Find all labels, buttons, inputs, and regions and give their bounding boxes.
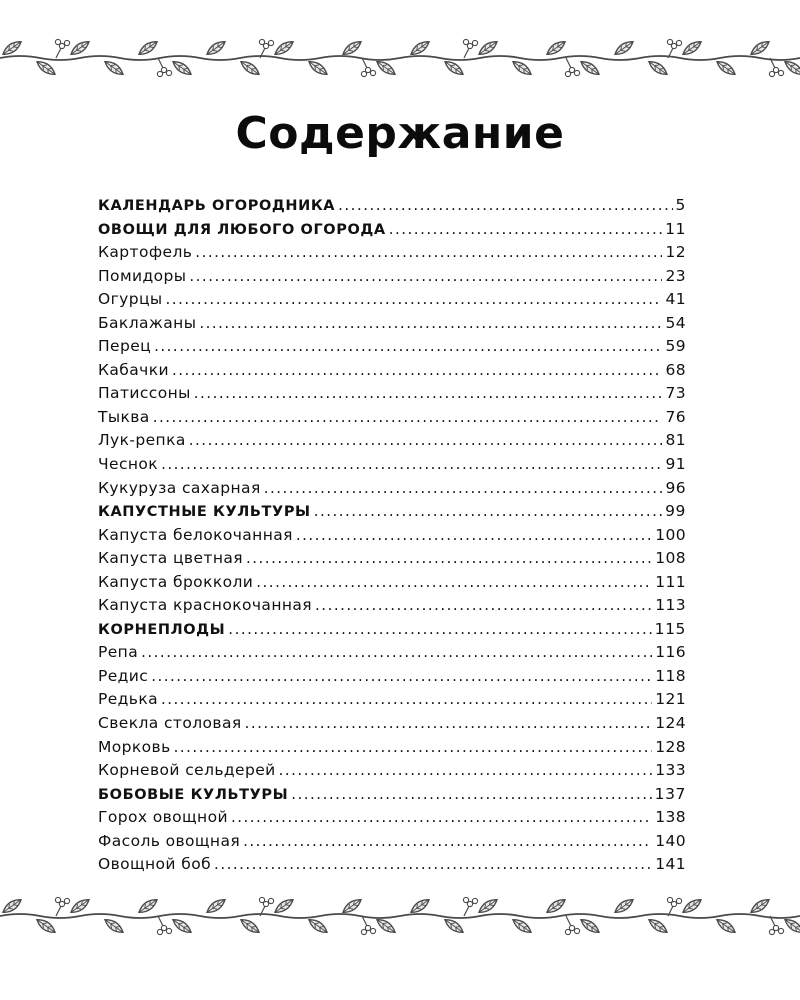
vine-leaf <box>35 58 58 77</box>
vine-leaf <box>511 58 534 77</box>
toc-section-row <box>98 620 686 644</box>
vine-leaf <box>681 38 704 57</box>
vine-berry <box>565 71 570 76</box>
toc-entry-title: Патиссоны <box>98 384 191 403</box>
dot-leader <box>245 714 653 732</box>
toc-entry-row <box>98 455 686 479</box>
dot-leader <box>174 738 653 756</box>
vine-leaf <box>1 896 24 915</box>
vine-berry <box>370 70 375 75</box>
toc-entry-title: Баклажаны <box>98 313 197 332</box>
vine-berry <box>259 39 264 44</box>
toc-section-title: КОРНЕПЛОДЫ <box>98 621 226 638</box>
vine-berry <box>64 898 69 903</box>
vine-berry <box>472 40 477 45</box>
toc-entry-row <box>98 667 686 691</box>
vine-berry <box>157 929 162 934</box>
toc-page-number: 133 <box>655 761 686 780</box>
vine-leaf <box>171 916 194 935</box>
vine-leaf <box>511 916 534 935</box>
vine-berry <box>157 71 162 76</box>
vine-berry <box>574 928 579 933</box>
toc-entry-row <box>98 549 686 573</box>
vine-leaf <box>681 896 704 915</box>
vine-leaf <box>477 38 500 57</box>
vine-leaf <box>307 58 330 77</box>
toc-page-number: 81 <box>665 431 686 450</box>
vine-leaf <box>579 58 602 77</box>
toc-page-number: 121 <box>655 690 686 709</box>
vine-leaf <box>749 38 772 57</box>
toc-entry-title: Капуста брокколи <box>98 572 254 591</box>
toc-entry-row <box>98 596 686 620</box>
toc-page-number: 73 <box>665 384 686 403</box>
vine-berry <box>472 898 477 903</box>
toc-entry-row <box>98 431 686 455</box>
toc-entry-title: Лук-репка <box>98 431 186 450</box>
toc-section-title: БОБОВЫЕ КУЛЬТУРЫ <box>98 786 289 803</box>
toc-entry-row <box>98 361 686 385</box>
toc-page-number: 138 <box>655 808 686 827</box>
toc-entry-title: Свекла столовая <box>98 714 242 733</box>
dot-leader <box>195 243 662 261</box>
vine-leaf <box>545 896 568 915</box>
toc-page-number: 5 <box>675 196 686 214</box>
toc-entry-row <box>98 643 686 667</box>
vine-leaf <box>69 896 92 915</box>
vine-leaf <box>69 38 92 57</box>
vine-berry <box>259 897 264 902</box>
toc-section-row <box>98 220 686 244</box>
vine-leaf <box>783 916 800 935</box>
toc-entry-row <box>98 290 686 314</box>
vine-leaf <box>341 38 364 57</box>
toc-section-row <box>98 785 686 809</box>
toc-page-number: 111 <box>655 572 686 591</box>
toc-entry-title: Овощной боб <box>98 855 212 874</box>
vine-berry <box>268 40 273 45</box>
vine-leaf <box>103 58 126 77</box>
vine-leaf <box>35 916 58 935</box>
dot-leader <box>172 361 663 379</box>
toc-page-number: 91 <box>665 455 686 474</box>
vine-berry <box>574 70 579 75</box>
vine-leaf <box>647 916 670 935</box>
toc-page-number: 137 <box>654 784 686 803</box>
dot-leader <box>228 620 651 638</box>
toc-entry-row <box>98 761 686 785</box>
vine-leaf <box>273 38 296 57</box>
vine-stem <box>0 56 800 60</box>
vine-leaf <box>545 38 568 57</box>
vine-berry <box>676 40 681 45</box>
vine-leaf <box>477 896 500 915</box>
dot-leader <box>314 502 662 520</box>
vine-berry <box>778 928 783 933</box>
toc-page-number: 118 <box>655 666 686 685</box>
dot-leader <box>161 690 652 708</box>
dot-leader <box>315 596 652 614</box>
toc-entry-title: Редька <box>98 690 158 709</box>
vine-leaf <box>409 38 432 57</box>
toc-entry-row <box>98 243 686 267</box>
dot-leader <box>296 526 652 544</box>
toc-section-row <box>98 502 686 526</box>
vine-leaf <box>715 916 738 935</box>
toc-page-number: 41 <box>665 290 686 309</box>
vine-berry <box>463 39 468 44</box>
toc-entry-title: Помидоры <box>98 266 187 285</box>
toc-entry-title: Корневой сельдерей <box>98 761 276 780</box>
dot-leader <box>153 408 663 426</box>
toc-page-number: 115 <box>654 619 686 638</box>
toc-entry-row <box>98 714 686 738</box>
vine-leaf <box>443 58 466 77</box>
vine-leaf <box>205 896 228 915</box>
toc-entry-title: Кабачки <box>98 360 169 379</box>
vine-berry <box>55 897 60 902</box>
dot-leader <box>243 832 652 850</box>
toc-entry-title: Тыква <box>98 407 150 426</box>
dot-leader <box>151 667 652 685</box>
toc-entry-title: Капуста краснокочанная <box>98 596 313 615</box>
toc-page-number: 76 <box>665 407 686 426</box>
toc-page-number: 124 <box>655 714 686 733</box>
toc-entry-title: Репа <box>98 643 139 662</box>
toc-page-number: 141 <box>655 855 686 874</box>
vine-berry <box>370 928 375 933</box>
vine-berry <box>667 897 672 902</box>
vine-leaf <box>341 896 364 915</box>
toc-entry-row <box>98 337 686 361</box>
vine-leaf <box>273 896 296 915</box>
vine-stem <box>0 914 800 918</box>
toc-page-number: 116 <box>655 643 686 662</box>
vine-berry <box>676 898 681 903</box>
toc-page-number: 68 <box>665 360 686 379</box>
toc-entry-title: Чеснок <box>98 455 159 474</box>
toc-entry-row <box>98 573 686 597</box>
toc-entry-title: Огурцы <box>98 290 163 309</box>
toc-entry-title: Горох овощной <box>98 808 228 827</box>
toc-page-number: 12 <box>665 243 686 262</box>
vine-berry <box>166 928 171 933</box>
vine-leaf <box>443 916 466 935</box>
dot-leader <box>264 479 663 497</box>
vine-berry <box>667 39 672 44</box>
dot-leader <box>389 220 662 238</box>
toc-page-number: 108 <box>655 549 686 568</box>
toc-page-number: 96 <box>665 478 686 497</box>
toc-page-number: 140 <box>655 831 686 850</box>
vine-leaf <box>171 58 194 77</box>
toc-section-title: КАЛЕНДАРЬ ОГОРОДНИКА <box>98 198 336 214</box>
vine-berry <box>463 897 468 902</box>
toc-entry-title: Фасоль овощная <box>98 831 241 850</box>
vine-leaf <box>137 38 160 57</box>
vine-leaf <box>749 896 772 915</box>
dot-leader <box>231 808 652 826</box>
dot-leader <box>189 431 663 449</box>
dot-leader <box>246 549 652 567</box>
vine-leaf <box>137 896 160 915</box>
vine-leaf <box>613 896 636 915</box>
toc-entry-row <box>98 479 686 503</box>
toc-section-title: ОВОЩИ ДЛЯ ЛЮБОГО ОГОРОДА <box>98 221 386 238</box>
vine-berry <box>778 70 783 75</box>
toc-page-number: 100 <box>655 525 686 544</box>
toc-page-number: 113 <box>655 596 686 615</box>
vine-leaf <box>375 916 398 935</box>
vine-berry <box>268 898 273 903</box>
page-title: Содержание <box>235 108 565 159</box>
dot-leader <box>291 785 651 803</box>
toc-page-number: 54 <box>665 313 686 332</box>
dot-leader <box>256 573 652 591</box>
toc-page-number: 23 <box>665 266 686 285</box>
vine-berry <box>64 40 69 45</box>
vine-leaf <box>307 916 330 935</box>
toc-entry-row <box>98 314 686 338</box>
toc-entry-row <box>98 267 686 291</box>
toc-page-number: 99 <box>665 502 686 521</box>
toc-entry-title: Перец <box>98 337 152 356</box>
vine-leaf <box>613 38 636 57</box>
vine-leaf <box>103 916 126 935</box>
dot-leader <box>338 196 672 214</box>
dot-leader <box>194 384 663 402</box>
toc-entry-row <box>98 738 686 762</box>
vine-berry <box>361 71 366 76</box>
toc-page-number: 11 <box>665 219 686 238</box>
dot-leader <box>141 643 652 661</box>
toc-entry-row <box>98 690 686 714</box>
dot-leader <box>279 761 653 779</box>
vine-berry <box>55 39 60 44</box>
vine-berry <box>361 929 366 934</box>
toc-entry-title: Кукуруза сахарная <box>98 478 261 497</box>
vine-leaf <box>205 38 228 57</box>
toc-section-title: КАПУСТНЫЕ КУЛЬТУРЫ <box>98 504 311 521</box>
vine-leaf <box>715 58 738 77</box>
dot-leader <box>166 290 663 308</box>
vine-leaf <box>239 58 262 77</box>
toc-entry-title: Капуста цветная <box>98 549 243 568</box>
dot-leader <box>199 314 662 332</box>
dot-leader <box>154 337 662 355</box>
toc-entry-row <box>98 408 686 432</box>
vine-leaf <box>409 896 432 915</box>
toc-entry-row <box>98 832 686 856</box>
vine-border-bottom <box>0 888 800 944</box>
vine-leaf <box>375 58 398 77</box>
vine-leaf <box>239 916 262 935</box>
vine-leaf <box>783 58 800 77</box>
toc-entry-row <box>98 808 686 832</box>
table-of-contents <box>98 196 686 879</box>
vine-berry <box>769 929 774 934</box>
vine-leaf <box>647 58 670 77</box>
toc-entry-title: Морковь <box>98 737 171 756</box>
vine-border-top <box>0 30 800 86</box>
vine-berry <box>565 929 570 934</box>
toc-page-number: 128 <box>655 737 686 756</box>
toc-page-number: 59 <box>665 337 686 356</box>
dot-leader <box>214 855 652 873</box>
toc-section-row <box>98 196 686 220</box>
toc-entry-title: Редис <box>98 666 149 685</box>
toc-entry-title: Капуста белокочанная <box>98 525 293 544</box>
toc-entry-row <box>98 855 686 879</box>
dot-leader <box>161 455 662 473</box>
toc-entry-title: Картофель <box>98 243 193 262</box>
vine-leaf <box>1 38 24 57</box>
toc-entry-row <box>98 384 686 408</box>
dot-leader <box>189 267 662 285</box>
vine-berry <box>166 70 171 75</box>
vine-berry <box>769 71 774 76</box>
vine-leaf <box>579 916 602 935</box>
toc-entry-row <box>98 526 686 550</box>
